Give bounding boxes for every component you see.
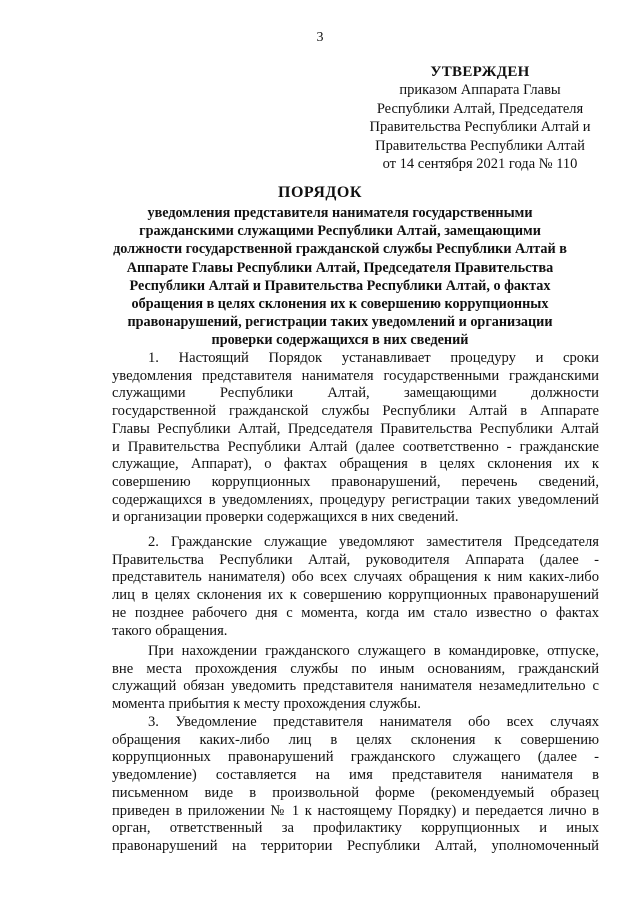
paragraph-1 xyxy=(112,350,599,527)
paragraph-line: коррупционных правонарушений гражданского служащего (далее - xyxy=(112,749,599,766)
approval-line: Правительства Республики Алтай и xyxy=(369,119,591,136)
subtitle-line: гражданскими служащими Республики Алтай, замещающими xyxy=(139,223,541,240)
approval-line: Правительства Республики Алтай xyxy=(375,137,585,154)
subtitle-line: Аппарате Главы Республики Алтай, Председателя Правительства xyxy=(126,259,554,276)
document-title: ПОРЯДОК xyxy=(278,184,362,201)
paragraph-line: обращения каких-либо лиц в целях склонения к совершению xyxy=(112,731,599,748)
paragraph-2 xyxy=(112,534,599,640)
paragraph-line: орган, ответственный за профилактику коррупционных и иных xyxy=(112,820,599,837)
approval-title: УТВЕРЖДЕН xyxy=(430,64,530,80)
subtitle-line: проверки содержащихся в них сведений xyxy=(211,332,469,349)
document-subtitle xyxy=(110,204,570,350)
approval-line: Республики Алтай, Председателя xyxy=(376,100,584,117)
paragraph-line: содержащихся в уведомлениях, процедуру регистрации таких уведомлений xyxy=(112,491,599,508)
paragraph-line: представитель нанимателя) обо всех случаях обращения к ним каких-либо xyxy=(112,569,599,586)
subtitle-line: должности государственной гражданской службы Республики Алтай в xyxy=(113,241,567,258)
subtitle-line: Республики Алтай и Правительства Республики Алтай, о фактах xyxy=(129,277,551,294)
paragraph-line: письменном виде в произвольной форме (рекомендуемый образец xyxy=(112,784,599,801)
paragraph-line: Главы Республики Алтай, Председателя Правительства Республики Алтай xyxy=(112,420,599,437)
paragraph-line: и Правительства Республики Алтай (далее соответственно - гражданские xyxy=(112,438,599,455)
paragraph-line: государственной гражданской службы Республики Алтай в Аппарате xyxy=(112,403,599,420)
paragraph-line: уведомление) составляется на имя представителя нанимателя в xyxy=(112,767,599,784)
subtitle-line: обращения в целях склонения их к совершению коррупционных xyxy=(131,296,549,313)
paragraph-line: служащими Республики Алтай, замещающими должности xyxy=(112,385,599,402)
paragraph-line: 2. Гражданские служащие уведомляют заместителя Председателя xyxy=(148,534,599,550)
paragraph-3 xyxy=(112,643,599,714)
paragraph-line: такого обращения. xyxy=(112,622,228,639)
approval-block xyxy=(355,63,605,173)
paragraph-line: и организации проверки содержащихся в них сведений. xyxy=(112,509,459,526)
paragraph-line: правонарушений на территории Республики Алтай, уполномоченный xyxy=(112,837,599,854)
paragraph-line: При нахождении гражданского служащего в командировке, отпуске, xyxy=(148,643,599,659)
subtitle-line: правонарушений, регистрации таких уведомлений и организации xyxy=(127,314,553,331)
paragraph-line: уведомления представителя нанимателя государственными гражданскими xyxy=(112,367,599,384)
paragraph-line: Правительства Республики Алтай, руководителя Аппарата (далее - xyxy=(112,551,599,568)
paragraph-line: совершению коррупционных правонарушений, перечень сведений, xyxy=(112,473,599,490)
paragraph-line: лиц в целях склонения их к совершению коррупционных правонарушений xyxy=(112,587,599,604)
paragraph-line: служащие, Аппарат), о фактах обращения в целях склонения их к xyxy=(112,456,599,473)
page-number: 3 xyxy=(316,30,324,45)
paragraph-line: 1. Настоящий Порядок устанавливает процедуру и сроки xyxy=(148,350,599,366)
paragraph-line: не позднее рабочего дня с момента, когда им стало известно о фактах xyxy=(112,604,599,621)
paragraph-4 xyxy=(112,714,599,856)
paragraph-line: вне места прохождения службы по иным основаниям, гражданский xyxy=(112,660,599,677)
approval-line: приказом Аппарата Главы xyxy=(399,82,561,99)
subtitle-line: уведомления представителя нанимателя государственными xyxy=(147,205,533,221)
paragraph-line: служащий обязан уведомить представителя нанимателя незамедлительно с xyxy=(112,678,599,695)
paragraph-line: 3. Уведомление представителя нанимателя обо всех случаях xyxy=(148,714,599,730)
approval-date-line: от 14 сентября 2021 года № 110 xyxy=(382,156,578,173)
paragraph-line: момента прибытия к месту прохождения службы. xyxy=(112,696,421,713)
paragraph-line: приведен в приложении № 1 к настоящему Порядку) и передается лично в xyxy=(112,802,599,819)
